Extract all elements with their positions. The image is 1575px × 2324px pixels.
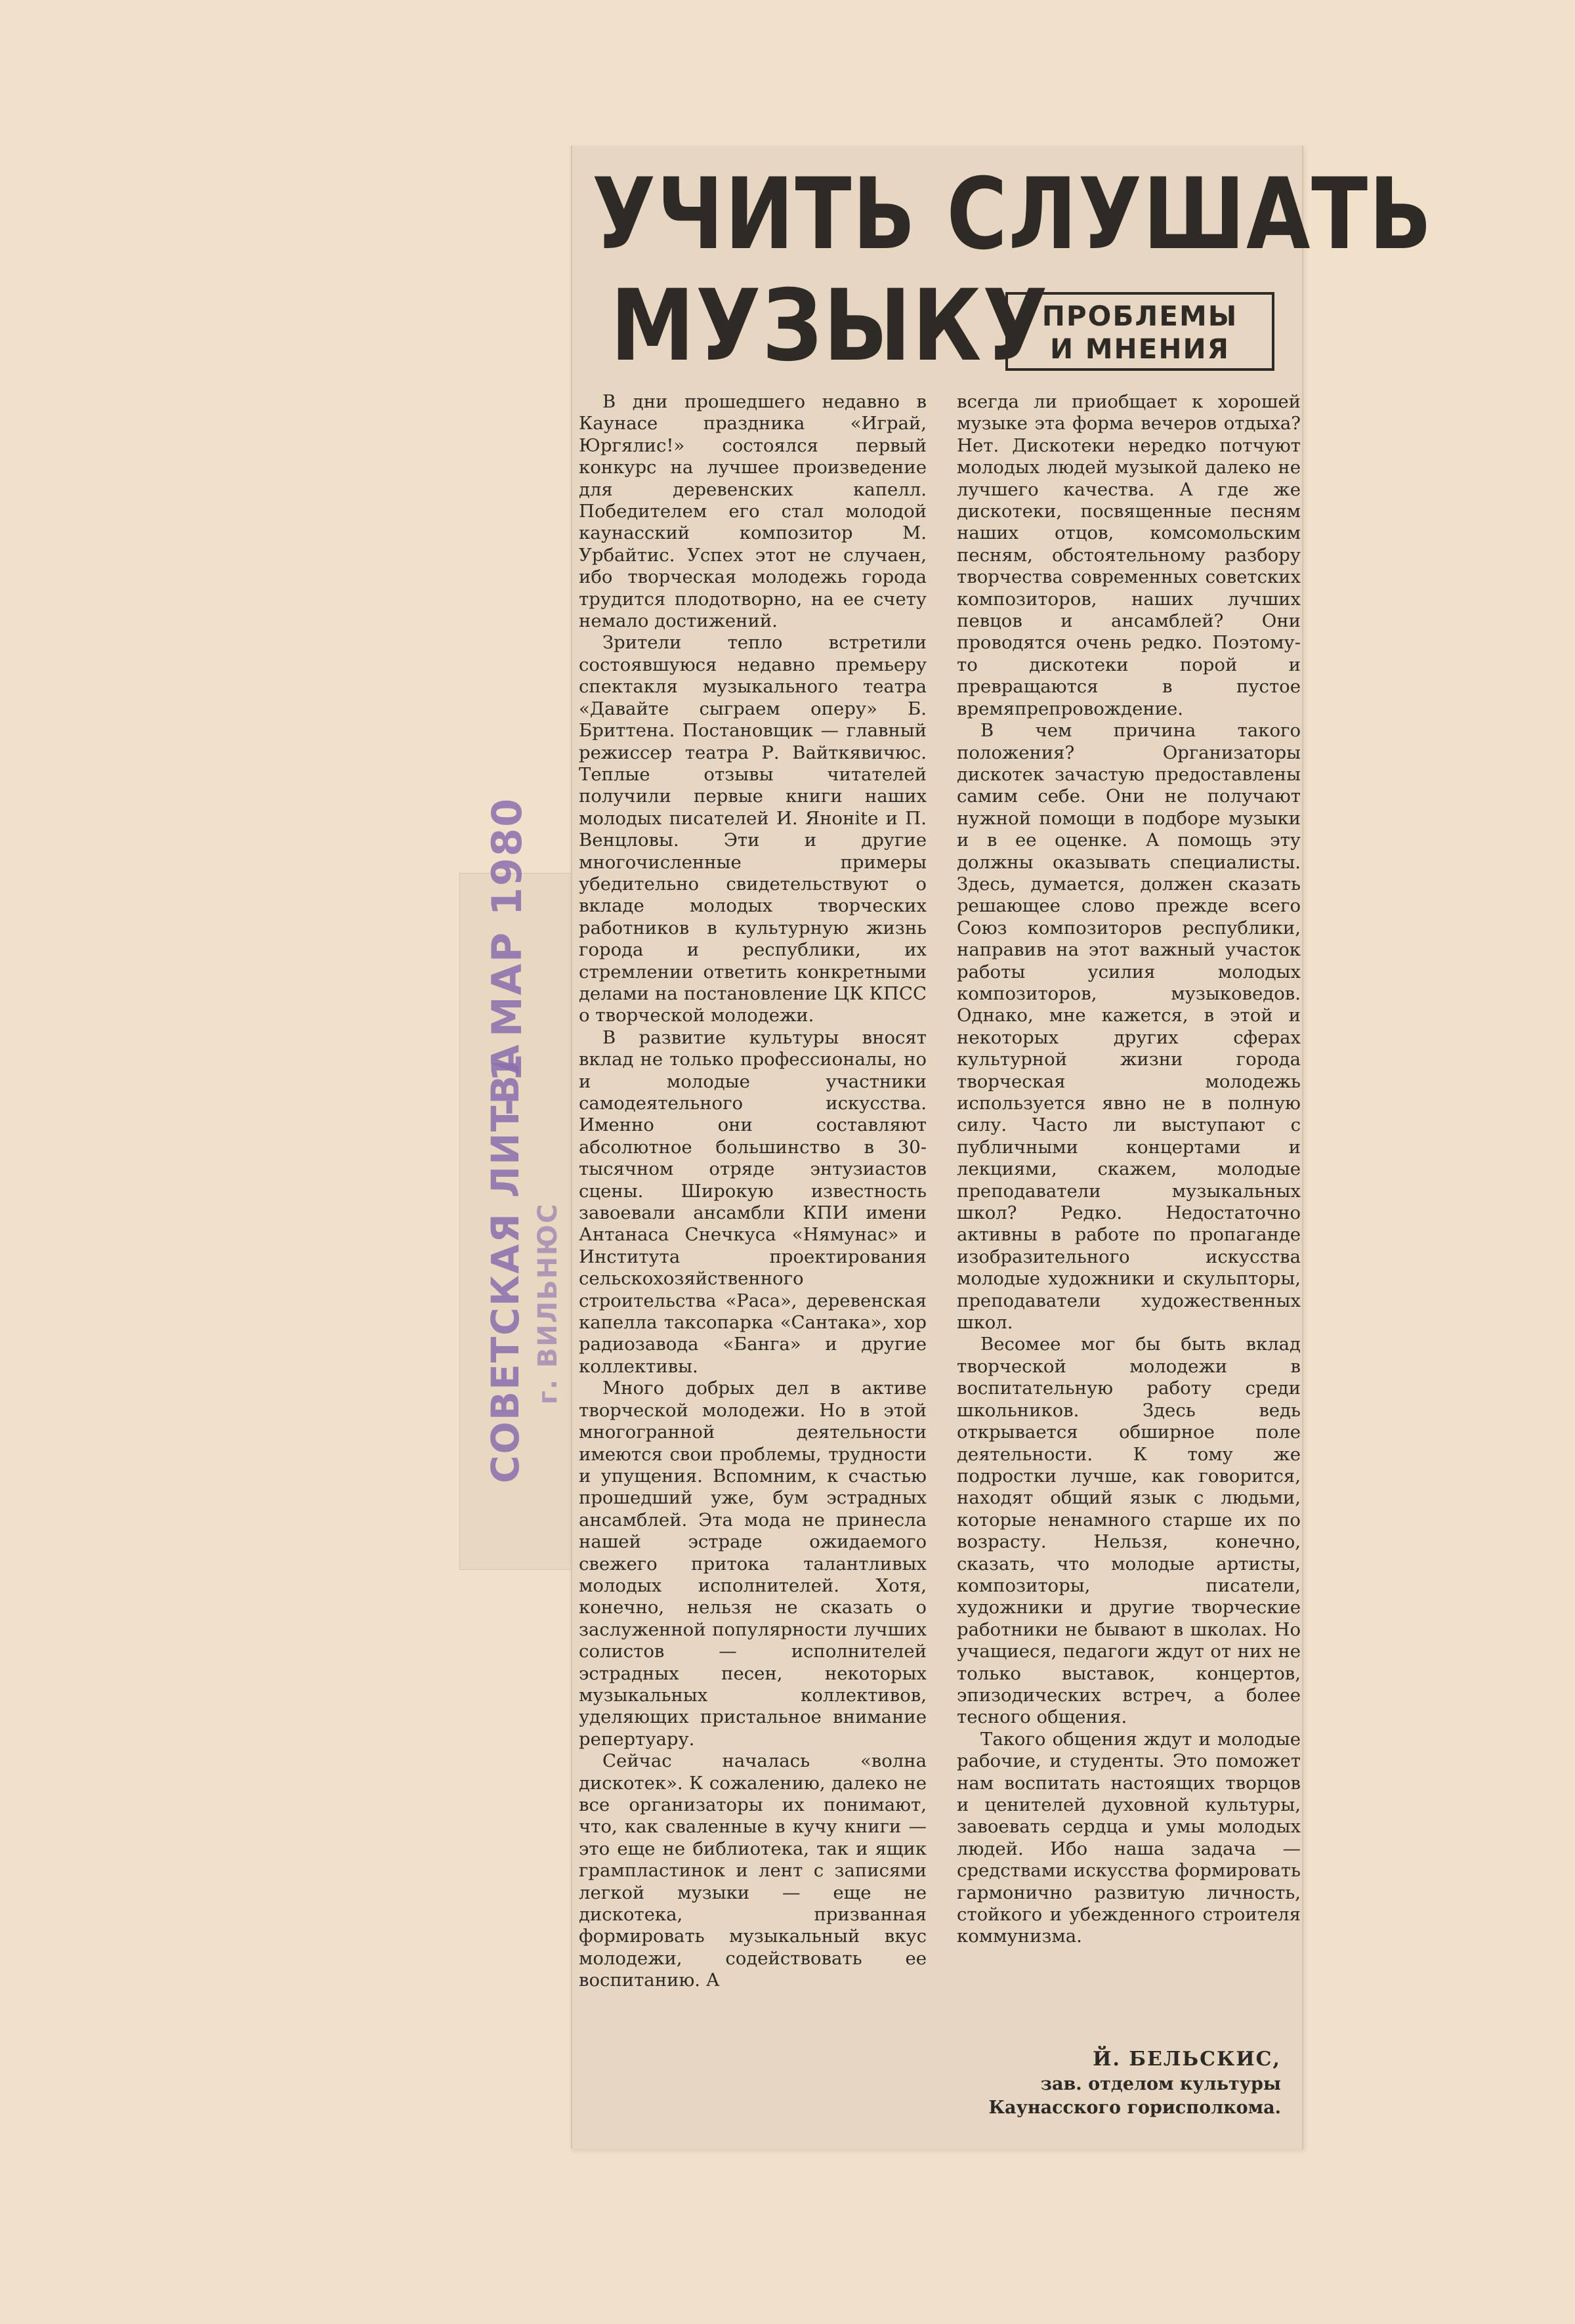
author-organization: Каунасского горисполкома. — [988, 2098, 1281, 2118]
date-stamp: - 1 МАР 1980 — [483, 797, 531, 1116]
author-name: Й. БЕЛЬСКИС, — [1093, 2048, 1281, 2071]
headline-line-1: УЧИТЬ СЛУШАТЬ — [592, 158, 1433, 272]
author-signature — [953, 2046, 1281, 2120]
article-paragraph: Зрители тепло встретили состоявшуюся недавно премьеру спектакля музыкального театра «Давайте сыграем оперу» Б. Бриттена. Постановщик — главный режиссер театра Р. Вайткявичюс. Теплые отзывы читателей получили первые книги наших молодых писателей И. Янонite и П. Венцловы. Эти и другие многочисленные примеры убедительно свидетельствуют о вкладе молодых творческих работников в культурную жизнь города и республики, их стремлении ответить конкретными делами на постановление ЦК КПСС о творческой молодежи. — [579, 632, 927, 1026]
article-paragraph: всегда ли приобщает к хорошей музыке эта форма вечеров отдыха? Нет. Дискотеки нередко потчуют молодых людей музыкой далеко не лучшего качества. А где же дискотеки, посвященные песням наших отцов, комсомольским песням, обстоятельному разбору творчества современных советских композиторов, наших лучших певцов и ансамблей? Они проводятся очень редко. Поэтому-то дискотеки порой и превращаются в пустое времяпрепровождение. — [957, 391, 1301, 719]
newspaper-name-stamp: СОВЕТСКАЯ ЛИТВА — [483, 1043, 528, 1483]
headline-line-2: МУЗЫКУ — [610, 269, 1049, 383]
article-column-left — [579, 391, 927, 1992]
article-paragraph: Сейчас началась «волна дискотек». К сожалению, далеко не все организаторы их понимают, что, как сваленные в кучу книги — это еще не библиотека, так и ящик грампластинок и лент с записями легкой музыки — еще не дискотека, призванная формировать музыкальный вкус молодежи, содействовать ее воспитанию. А — [579, 1750, 927, 1991]
article-paragraph: В чем причина такого положения? Организаторы дискотек зачастую предоставлены самим себе. Они не получают нужной помощи в подборе музыки и в ее оценке. А помощь эту должны оказывать специалисты. Здесь, думается, должен сказать решающее слово прежде всего Союз композиторов республики, направив на этот важный участок работы усилия молодых композиторов, музыковедов. Однако, мне кажется, в этой и некоторых других сферах культурной жизни города творческая молодежь используется явно не в полную силу. Часто ли выступают с публичными концертами и лекциями, скажем, молодые преподаватели музыкальных школ? Редко. Недостаточно активны в работе по пропаганде изобразительного искусства молодые художники и скульпторы, преподаватели художественных школ. — [957, 720, 1301, 1334]
article-column-right — [957, 391, 1301, 1948]
article-paragraph: Много добрых дел в активе творческой молодежи. Но в этой многогранной деятельности имеются свои проблемы, трудности и упущения. Вспомним, к счастью прошедший уже, бум эстрадных ансамблей. Эта мода не принесла нашей эстраде ожидаемого свежего притока талантливых молодых исполнителей. Хотя, конечно, нельзя не сказать о заслуженной популярности лучших солистов — исполнителей эстрадных песен, некоторых музыкальных коллективов, уделяющих пристальное внимание репертуару. — [579, 1378, 927, 1750]
article-paragraph: В развитие культуры вносят вклад не только профессионалы, но и молодые участники самодеятельного искусства. Именно они составляют абсолютное большинство в 30-тысячном отряде энтузиастов сцены. Широкую известность завоевали ансамбли КПИ имени Антанаса Снечкуса «Нямунас» и Института проектирования сельскохозяйственного строительства «Раса», деревенская капелла таксопарка «Сантака», хор радиозавода «Банга» и другие коллективы. — [579, 1026, 927, 1377]
article-paragraph: Такого общения ждут и молодые рабочие, и студенты. Это поможет нам воспитать настоящих творцов и ценителей духовной культуры, завоевать сердца и умы молодых людей. Ибо наша задача — средствами искусства формировать гармонично развитую личность, стойкого и убежденного строителя коммунизма. — [957, 1728, 1301, 1947]
city-stamp: г. ВИЛЬНЮС — [533, 1202, 563, 1405]
rubric-line-2: И МНЕНИЯ — [1049, 333, 1230, 365]
article-paragraph: Весомее мог бы быть вклад творческой молодежи в воспитательную работу среди школьников. Здесь ведь открывается обширное поле деятельности. К тому же подростки лучше, как говорится, находят общий язык с людьми, которые ненамного старше их по возрасту. Нельзя, конечно, сказать, что молодые артисты, композиторы, писатели, художники и другие творческие работники не бывают в школах. Но учащиеся, педагоги ждут от них не только выставок, концертов, эпизодических встреч, а более тесного общения. — [957, 1334, 1301, 1728]
rubric-box — [1005, 292, 1274, 371]
article-paragraph: В дни прошедшего недавно в Каунасе праздника «Играй, Юргялис!» состоялся первый конкурс на лучшее произведение для деревенских капелл. Победителем его стал молодой каунасский композитор М. Урбайтис. Успех этот не случаен, ибо творческая молодежь города трудится плодотворно, на ее счету немало достижений. — [579, 391, 927, 632]
author-position: зав. отделом культуры — [1040, 2074, 1281, 2094]
rubric-line-1: ПРОБЛЕМЫ — [1041, 300, 1238, 332]
